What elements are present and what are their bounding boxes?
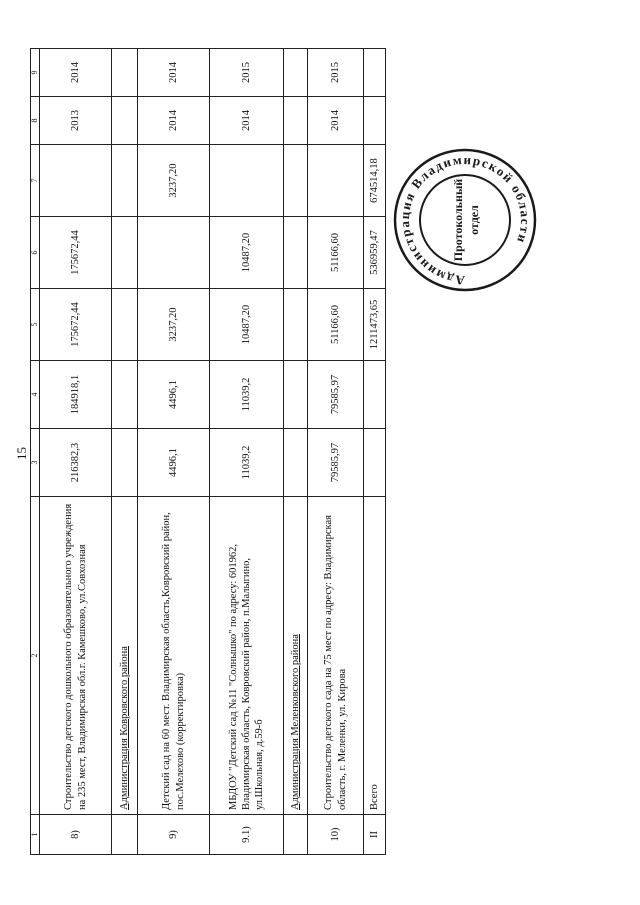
empty-cell: [284, 49, 308, 97]
value-cell: 79585,97: [308, 429, 364, 497]
header-cell: 6: [31, 217, 40, 289]
header-cell: 3: [31, 429, 40, 497]
table-row: [40, 49, 112, 855]
header-cell: 2: [31, 497, 40, 815]
year-cell: 2013: [40, 97, 112, 145]
empty-cell: [284, 145, 308, 217]
empty-cell: [112, 49, 138, 97]
year-cell: 2014: [40, 49, 112, 97]
header-cell: 4: [31, 361, 40, 429]
row-number: II: [364, 815, 386, 855]
header-cell: 1: [31, 815, 40, 855]
year-cell: 2015: [308, 49, 364, 97]
empty-cell: [112, 289, 138, 361]
value-cell: [40, 145, 112, 217]
header-row: [31, 49, 40, 855]
value-cell: 11039,2: [210, 361, 284, 429]
year-cell: 2014: [138, 97, 210, 145]
value-cell: [210, 145, 284, 217]
total-value-cell: 674514,18: [364, 145, 386, 217]
row-number: [284, 815, 308, 855]
row-number: 10): [308, 815, 364, 855]
value-cell: [364, 429, 386, 497]
object-name: Строительство детского сада на 75 мест по адресу: Владимирская область, г. Меленки, ул. Кирова: [308, 497, 364, 815]
table-row: [210, 49, 284, 855]
value-cell: 175672,44: [40, 217, 112, 289]
total-row: [364, 49, 386, 855]
table-row: [138, 49, 210, 855]
value-cell: [308, 145, 364, 217]
official-stamp: [390, 145, 540, 295]
value-cell: 10487,20: [210, 289, 284, 361]
empty-cell: [112, 97, 138, 145]
header-cell: 5: [31, 289, 40, 361]
page-number: 15: [14, 447, 29, 460]
value-cell: 11039,2: [210, 429, 284, 497]
value-cell: 10487,20: [210, 217, 284, 289]
year-cell: 2014: [138, 49, 210, 97]
value-cell: 79585,97: [308, 361, 364, 429]
year-cell: 2014: [210, 97, 284, 145]
object-name: Детский сад на 60 мест. Владимирская область,Ковровский район, пос.Мелехово (корректировка): [138, 497, 210, 815]
object-name: МБДОУ "Детский сад №11 "Солнышко" по адресу: 601962, Владимирская область, Ковровский район, п.Малыгино, ул.Школьная, д.59-б: [210, 497, 284, 815]
value-cell: 3237,20: [138, 145, 210, 217]
empty-cell: [284, 289, 308, 361]
value-cell: [138, 217, 210, 289]
empty-cell: [284, 217, 308, 289]
value-cell: 175672,44: [40, 289, 112, 361]
value-cell: 184918,1: [40, 361, 112, 429]
total-value-cell: 536959,47: [364, 217, 386, 289]
section-row: [112, 49, 138, 855]
header-cell: 8: [31, 97, 40, 145]
value-cell: [364, 361, 386, 429]
empty-cell: [112, 429, 138, 497]
empty-cell: [284, 361, 308, 429]
stamp-outer-ring: [395, 150, 535, 290]
budget-table: [30, 48, 386, 855]
row-number: [112, 815, 138, 855]
table-row: [308, 49, 364, 855]
empty-cell: [112, 361, 138, 429]
row-number: 8): [40, 815, 112, 855]
value-cell: 216382,3: [40, 429, 112, 497]
stamp-center-line1: Протокольный: [451, 178, 465, 262]
stamp-center-line2: отдел: [467, 205, 481, 235]
row-number: 9): [138, 815, 210, 855]
year-cell: [364, 97, 386, 145]
empty-cell: [284, 429, 308, 497]
value-cell: 4496,1: [138, 361, 210, 429]
header-cell: 7: [31, 145, 40, 217]
section-row: [284, 49, 308, 855]
value-cell: 3237,20: [138, 289, 210, 361]
empty-cell: [284, 97, 308, 145]
header-cell: 9: [31, 49, 40, 97]
value-cell: 51166,60: [308, 217, 364, 289]
object-name: Строительство детского дошкольного образовательного учреждения на 235 мест, Владимирская обл.г. Камешково, ул.Совхозная: [40, 497, 112, 815]
empty-cell: [112, 145, 138, 217]
value-cell: 51166,60: [308, 289, 364, 361]
total-label: Всего: [364, 497, 386, 815]
section-title: Администрация Меленковского района: [284, 497, 308, 815]
empty-cell: [112, 217, 138, 289]
total-value-cell: 1211473,65: [364, 289, 386, 361]
stamp-ring-text: Администрация Владимирской области: [396, 151, 534, 289]
year-cell: 2015: [210, 49, 284, 97]
row-number: 9.1): [210, 815, 284, 855]
year-cell: [364, 49, 386, 97]
section-title: Администрация Ковровского района: [112, 497, 138, 815]
stamp-inner-ring: [420, 175, 510, 265]
year-cell: 2014: [308, 97, 364, 145]
value-cell: 4496,1: [138, 429, 210, 497]
